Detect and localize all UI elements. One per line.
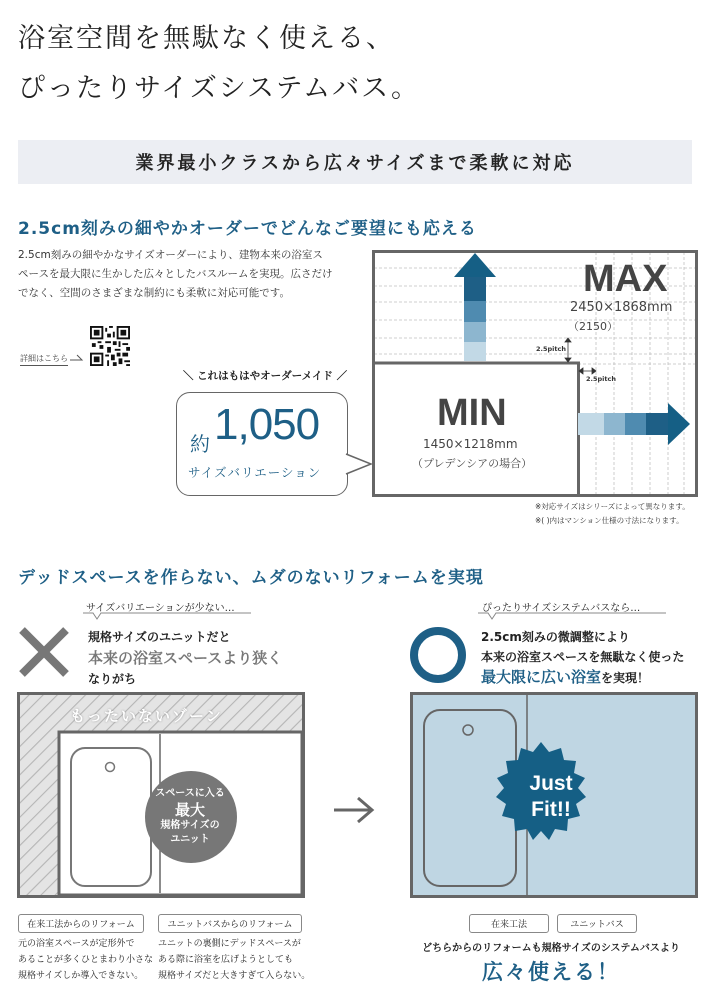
min-sub: （プレデンシアの場合）	[412, 457, 533, 470]
headline-line-1: 浴室空間を無駄なく使える、	[18, 23, 395, 54]
band-title: 業界最小クラスから広々サイズまで柔軟に対応	[135, 153, 575, 174]
text-unitbath-line: ある際に浴室を広げようとしても	[158, 955, 294, 965]
bathtub-icon	[71, 748, 151, 886]
text-conventional	[18, 936, 153, 984]
max-sub: （2150）	[568, 320, 618, 333]
pitch-horizontal-label: 2.5pitch	[586, 375, 616, 383]
text-conventional-line: あることが多くひとまわり小さな	[18, 955, 154, 965]
qr-code[interactable]	[90, 326, 130, 366]
text-unitbath	[158, 936, 310, 984]
right-text	[481, 627, 684, 688]
right-header-underline	[478, 612, 668, 622]
circle-text	[145, 787, 235, 847]
callout-number: 1,050	[214, 400, 320, 449]
right-line-3	[481, 667, 684, 688]
pill-conventional-reform: 在来工法からのリフォーム	[18, 914, 144, 933]
right-line-1: 2.5cm刻みの微調整により	[481, 630, 630, 644]
left-header-underline	[83, 612, 253, 622]
note-1: ※対応サイズはシリーズによって異なります。	[535, 502, 690, 511]
callout-tail	[345, 452, 373, 476]
right-line-3-rest: を実現！	[601, 671, 650, 685]
burst-line-2: Fit!!	[531, 798, 571, 821]
text-conventional-line: 元の浴室スペースが定形外で	[18, 939, 135, 949]
cross-icon	[18, 626, 70, 678]
pill-unitbath-reform: ユニットバスからのリフォーム	[158, 914, 302, 933]
callout-caption: サイズバリエーション	[188, 465, 322, 480]
callout-header	[183, 368, 347, 383]
callout-header-text: これはもはやオーダーメイド	[197, 370, 333, 382]
section1-body-line: ペースを最大限に生かした広々としたバスルームを実現。広さだけ	[18, 268, 333, 280]
section2-title: デッドスペースを作らない、ムダのないリフォームを実現	[18, 568, 484, 588]
right-line-2: 本来の浴室スペースを無駄なく使った	[481, 650, 685, 664]
details-link[interactable]: 詳細はこちら	[20, 353, 68, 366]
circle-ok-icon	[409, 626, 467, 684]
up-arrow	[454, 253, 496, 361]
callout-prefix: 約	[190, 432, 210, 456]
section1-body-line: 2.5cm刻みの細やかなサイズオーダーにより、建物本来の浴室ス	[18, 249, 323, 261]
section-band	[18, 140, 692, 184]
transition-arrow-icon	[332, 795, 376, 825]
right-arrow	[578, 403, 690, 445]
headline	[18, 14, 420, 114]
callout-header-slash-left: ＼	[183, 370, 198, 382]
circle-line-1: スペースに入る	[155, 788, 225, 799]
zone-label: もったいないゾーン	[70, 707, 223, 725]
text-conventional-line: 規格サイズしか導入できない。	[18, 971, 144, 981]
note-2: ※( )内はマンション仕様の寸法になります。	[535, 516, 684, 525]
burst-text	[511, 771, 591, 823]
text-unitbath-line: 規格サイズだと大きすぎて入らない。	[158, 971, 311, 981]
left-text	[88, 627, 282, 689]
section1-body	[18, 246, 368, 303]
max-dims: 2450×1868mm	[570, 300, 673, 315]
burst-line-1: Just	[529, 772, 573, 795]
min-dims: 1450×1218mm	[423, 437, 518, 451]
right-line-3-highlight: 最大限に広い浴室	[481, 668, 602, 686]
circle-line-2: 最大	[174, 801, 205, 819]
left-line-2: 本来の浴室スペースより狭く	[88, 649, 283, 667]
left-header: サイズバリエーションが少ない…	[86, 603, 235, 614]
text-unitbath-line: ユニットの裏側にデッドスペースが	[158, 939, 301, 949]
link-arrow-icon	[70, 351, 84, 361]
headline-line-2: ぴったりサイズシステムバス。	[18, 73, 420, 104]
callout-header-slash-right: ／	[332, 370, 348, 382]
left-line-1: 規格サイズのユニットだと	[88, 630, 231, 644]
bottom-big: 広々使える！	[482, 960, 620, 984]
bottom-line: どちらからのリフォームも規格サイズのシステムバスより	[422, 943, 680, 954]
pill-conventional: 在来工法	[469, 914, 549, 933]
section1-title: 2.5cm刻みの細やかオーダーでどんなご要望にも応える	[18, 219, 477, 239]
diagram-notes	[535, 500, 690, 528]
circle-line-3: 規格サイズの	[160, 820, 220, 831]
left-line-3: なりがち	[88, 672, 137, 686]
pitch-vertical-label: 2.5pitch	[536, 345, 566, 353]
circle-line-4: ユニット	[170, 834, 210, 845]
right-header: ぴったりサイズシステムバスなら…	[482, 603, 641, 614]
min-label: MIN	[437, 392, 507, 434]
pill-unitbath: ユニットバス	[557, 914, 637, 933]
section1-body-line: でなく、空間のさまざまな制約にも柔軟に対応可能です。	[18, 287, 290, 299]
max-label: MAX	[583, 258, 668, 300]
